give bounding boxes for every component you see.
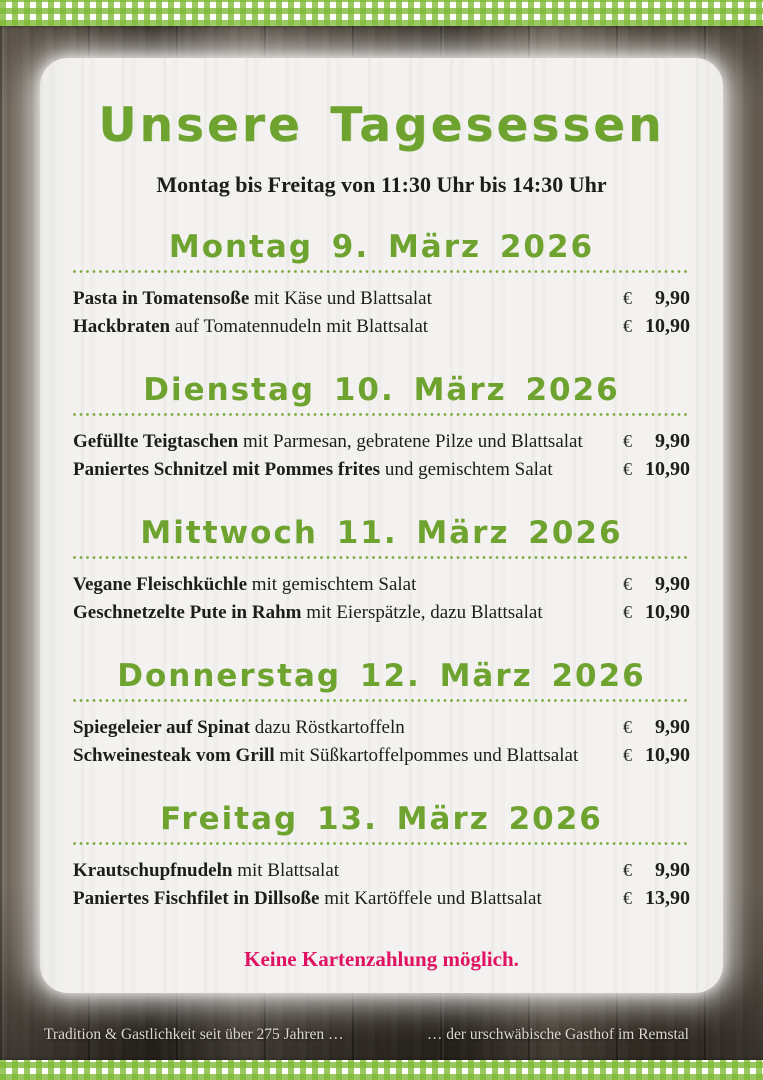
dish-name-rest: mit Blattsalat — [232, 860, 340, 881]
price-value: 10,90 — [645, 744, 690, 766]
dish-name — [73, 717, 405, 739]
menu-item-row — [73, 859, 690, 887]
day-section — [73, 657, 690, 772]
payment-note: Keine Kartenzahlung möglich. — [244, 947, 519, 971]
dish-name-rest: mit Käse und Blattsalat — [249, 288, 432, 309]
menu-item-row — [73, 887, 690, 915]
dish-name-rest: mit Süßkartoffelpommes und Blattsalat — [274, 745, 579, 766]
dish-name-bold: Paniertes Fischfilet in Dillsoße — [73, 888, 320, 909]
day-section — [73, 371, 690, 486]
dish-name-bold: Spiegeleier auf Spinat — [73, 717, 250, 738]
menu-item-row — [73, 716, 690, 744]
gingham-border-bottom — [0, 1060, 763, 1080]
dish-name — [73, 459, 553, 481]
menu-days — [73, 228, 690, 915]
dish-name-bold: Paniertes Schnitzel mit Pommes frites — [73, 459, 381, 480]
dish-name-rest: mit gemischtem Salat — [247, 574, 417, 595]
price-currency: € — [623, 574, 632, 594]
dish-price — [623, 601, 690, 624]
menu-item-row — [73, 744, 690, 772]
menu-item-row — [73, 458, 690, 486]
dotted-divider — [73, 556, 690, 559]
day-heading: Freitag 13. März 2026 — [160, 801, 603, 837]
footer-tagline-right: … der urschwäbische Gasthof im Remstal — [426, 1026, 689, 1043]
menu-item-row — [73, 287, 690, 315]
dish-name-bold: Geschnetzelte Pute in Rahm — [73, 602, 302, 623]
dish-name-rest: und gemischtem Salat — [380, 459, 553, 480]
price-value: 9,90 — [655, 573, 690, 595]
footer — [0, 1026, 763, 1044]
dish-price — [623, 744, 690, 767]
price-value: 9,90 — [655, 859, 690, 881]
dish-name-bold: Pasta in Tomatensoße — [73, 288, 250, 309]
dotted-divider — [73, 413, 690, 416]
dish-name-bold: Vegane Fleischküchle — [73, 574, 247, 595]
day-items — [73, 716, 690, 772]
dish-name-bold: Krautschupfnudeln — [73, 860, 233, 881]
menu-card — [40, 58, 723, 993]
dish-price — [623, 573, 690, 596]
price-value: 9,90 — [655, 287, 690, 309]
dish-price — [623, 887, 690, 910]
dish-name — [73, 602, 543, 624]
price-currency: € — [623, 431, 632, 451]
price-value: 10,90 — [645, 601, 690, 623]
dish-name-rest: mit Kartöffele und Blattsalat — [319, 888, 542, 909]
dish-name — [73, 288, 432, 310]
day-items — [73, 287, 690, 343]
day-section — [73, 514, 690, 629]
day-items — [73, 430, 690, 486]
day-heading: Donnerstag 12. März 2026 — [117, 658, 646, 694]
dish-name-rest: mit Eierspätzle, dazu Blattsalat — [301, 602, 543, 623]
footer-tagline-left: Tradition & Gastlichkeit seit über 275 Jahren … — [44, 1026, 344, 1043]
dish-name — [73, 316, 428, 338]
price-currency: € — [623, 602, 632, 622]
price-value: 10,90 — [645, 458, 690, 480]
dotted-divider — [73, 699, 690, 702]
day-heading: Dienstag 10. März 2026 — [143, 372, 620, 408]
price-currency: € — [623, 717, 632, 737]
dish-price — [623, 458, 690, 481]
price-currency: € — [623, 888, 632, 908]
day-heading: Mittwoch 11. März 2026 — [140, 515, 623, 551]
dish-name — [73, 745, 578, 767]
menu-item-row — [73, 573, 690, 601]
day-section — [73, 228, 690, 343]
dish-price — [623, 859, 690, 882]
dish-name — [73, 574, 416, 596]
dish-name-bold: Gefüllte Teigtaschen — [73, 431, 239, 452]
dish-price — [623, 430, 690, 453]
menu-item-row — [73, 430, 690, 458]
menu-subtitle: Montag bis Freitag von 11:30 Uhr bis 14:30 Uhr — [156, 172, 607, 197]
dish-name-rest: auf Tomatennudeln mit Blattsalat — [170, 316, 429, 337]
price-value: 13,90 — [645, 887, 690, 909]
day-items — [73, 859, 690, 915]
price-currency: € — [623, 745, 632, 765]
dish-name-bold: Schweinesteak vom Grill — [73, 745, 275, 766]
dish-name — [73, 888, 542, 910]
gingham-border-top — [0, 0, 763, 26]
price-currency: € — [623, 459, 632, 479]
dish-price — [623, 716, 690, 739]
price-currency: € — [623, 288, 632, 308]
day-section — [73, 800, 690, 915]
dish-name-bold: Hackbraten — [73, 316, 171, 337]
day-heading: Montag 9. März 2026 — [168, 229, 595, 265]
price-value: 9,90 — [655, 430, 690, 452]
dish-price — [623, 315, 690, 338]
price-value: 10,90 — [645, 315, 690, 337]
menu-item-row — [73, 601, 690, 629]
dish-name-rest: mit Parmesan, gebratene Pilze und Blattsalat — [238, 431, 583, 452]
dotted-divider — [73, 842, 690, 845]
day-items — [73, 573, 690, 629]
price-currency: € — [623, 316, 632, 336]
dish-name — [73, 860, 339, 882]
dish-name — [73, 431, 583, 453]
price-currency: € — [623, 860, 632, 880]
dotted-divider — [73, 270, 690, 273]
dish-name-rest: dazu Röstkartoffeln — [250, 717, 405, 738]
menu-title: Unsere Tagesessen — [98, 98, 665, 153]
menu-item-row — [73, 315, 690, 343]
price-value: 9,90 — [655, 716, 690, 738]
dish-price — [623, 287, 690, 310]
